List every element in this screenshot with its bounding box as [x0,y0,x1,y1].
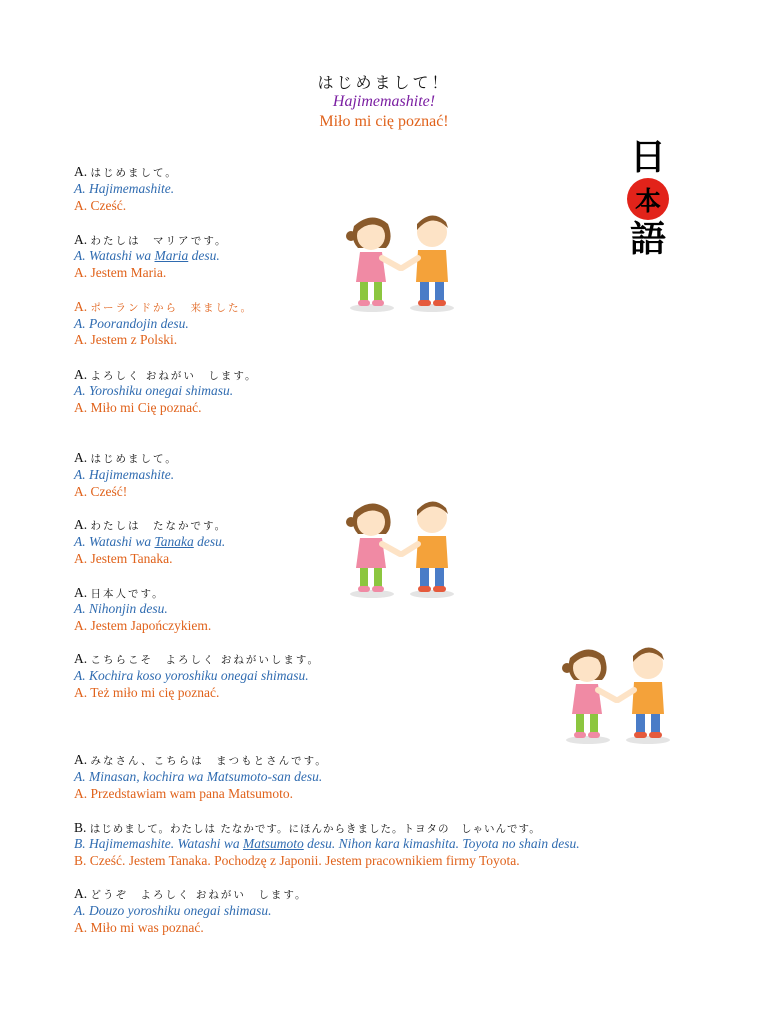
dialog3-line1-jp: A. みなさん、こちらは まつもとさんです。 [74,752,328,767]
kids-group [346,501,454,598]
dialog1-line3-polish: A. Jestem z Polski. [74,332,178,347]
kanji-nichi: 日 [629,137,666,178]
title-polish: Miło mi cię poznać! [319,113,449,130]
dialog1-line4-polish: A. Miło mi Cię poznać. [74,400,202,415]
title-romaji: Hajimemashite! [332,93,436,110]
dialog2-line2-jp: A. わたしは たなかです。 [74,517,228,532]
dialog1-line1-polish: A. Cześć. [74,198,127,213]
dialog3-line2-jp: B. はじめまして。わたしは たなかです。にほんからきました。トヨタの しゃいんです。 [74,820,541,835]
dialog1-line3-jp: A. ポーランドから 来ました。 [74,299,253,314]
nihongo-badge [626,138,670,260]
dialog3-line1-polish: A. Przedstawiam wam pana Matsumoto. [74,786,293,801]
dialog2-line2-romaji: A. Watashi wa Tanaka desu. [74,534,226,549]
dialog1-line4-jp: A. よろしく おねがい します。 [74,367,258,382]
dialog1-line3-romaji: A. Poorandojin desu. [74,316,189,331]
dialog2-line2-polish: A. Jestem Tanaka. [74,551,173,566]
dialog1-line1-jp: A. はじめまして。 [74,164,178,179]
dialog3-line1-romaji: A. Minasan, kochira wa Matsumoto-san desu. [74,769,323,784]
dialog2-line1-polish: A. Cześć! [74,484,128,499]
dialog2-line1-jp: A. はじめまして。 [74,450,178,465]
children-handshake-illustration-3 [558,642,674,748]
kanji-go: 語 [629,219,666,260]
dialog1-line4-romaji: A. Yoroshiku onegai shimasu. [74,383,234,398]
title-japanese: はじめまして！ [317,73,451,92]
red-circle [627,178,669,220]
dialog3-line3-jp: A. どうぞ よろしく おねがい します。 [74,886,308,901]
dialog3-line2-romaji: B. Hajimemashite. Watashi wa Matsumoto desu. Nihon kara kimashita. Toyota no shain desu. [74,836,580,851]
dialog2-line3-polish: A. Jestem Japończykiem. [74,618,212,633]
children-handshake-illustration-2 [342,496,458,602]
dialog3-line2-polish: B. Cześć. Jestem Tanaka. Pochodzę z Japonii. Jestem pracownikiem firmy Toyota. [74,853,520,868]
kids-group [346,215,454,312]
dialog1-line2-romaji: A. Watashi wa Maria desu. [74,248,220,263]
dialog3-line3-romaji: A. Douzo yoroshiku onegai shimasu. [74,903,272,918]
dialog1-line2-jp: A. わたしは マリアです。 [74,232,228,247]
dialog2-line1-romaji: A. Hajimemashite. [74,467,175,482]
dialog1-line2-polish: A. Jestem Maria. [74,265,167,280]
kids-group [562,647,670,744]
dialog2-line4-polish: A. Też miło mi cię poznać. [74,685,220,700]
dialog2-line4-romaji: A. Kochira koso yoroshiku onegai shimasu. [74,668,309,683]
dialog2-line3-jp: A. 日本人です。 [74,585,165,600]
dialog1-line1-romaji: A. Hajimemashite. [74,181,175,196]
dialog2-line4-jp: A. こちらこそ よろしく おねがいします。 [74,651,320,666]
dialog2-line3-romaji: A. Nihonjin desu. [74,601,168,616]
dialog3-line3-polish: A. Miło mi was poznać. [74,920,204,935]
kanji-hon: 本 [634,186,661,217]
children-handshake-illustration [342,210,458,316]
